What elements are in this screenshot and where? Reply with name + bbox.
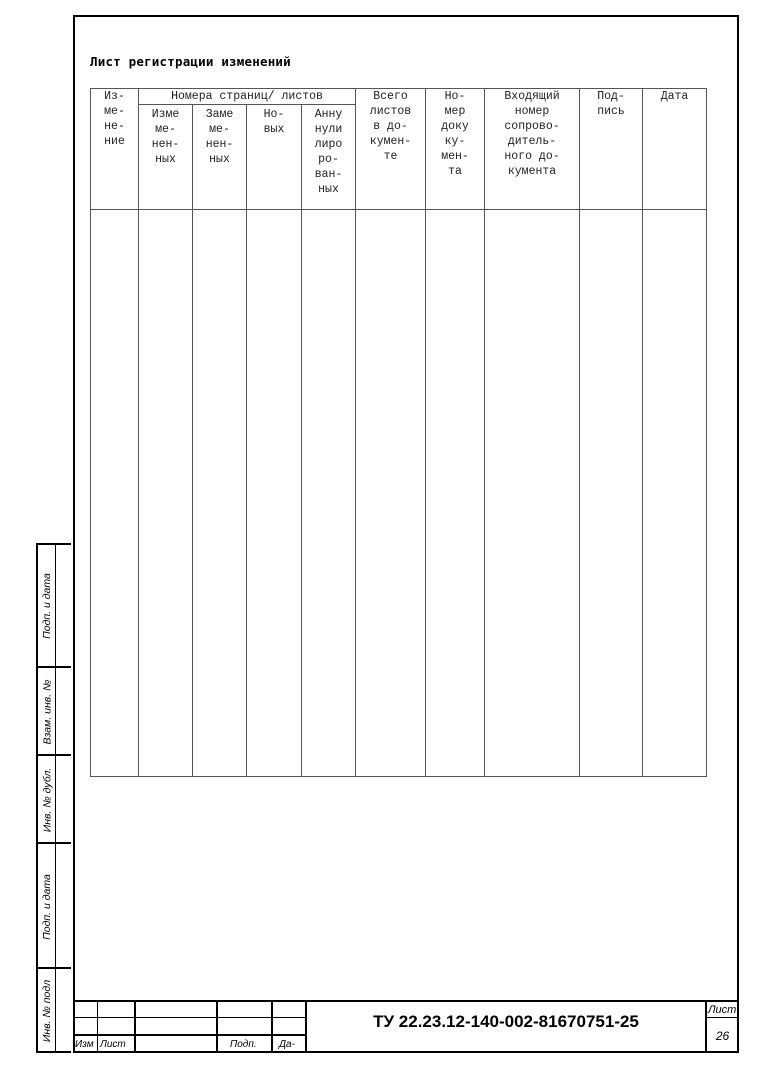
stamp-col-line	[134, 1000, 136, 1053]
stamp-col-line	[271, 1000, 273, 1053]
table-body-row	[91, 210, 707, 777]
header-row-top	[91, 89, 707, 105]
header-cell-incoming-number: Входящий номер сопрово- дитель- ного до- кумента	[485, 89, 580, 210]
header-cell-changed: Изме ме- нен- ных	[139, 105, 193, 210]
header-cell-replaced: Заме ме- нен- ных	[193, 105, 247, 210]
header-cell-signature: Под- пись	[580, 89, 643, 210]
header-cell-total-sheets: Всего листов в до- кумен- те	[356, 89, 426, 210]
sheet-label: Лист	[708, 1004, 737, 1016]
table-cell	[580, 210, 643, 777]
stamp-label-sheet: Лист	[100, 1039, 126, 1050]
stamp-col-line	[216, 1000, 218, 1053]
stamp-sheet-line	[706, 1017, 739, 1018]
page-title: Лист регистрации изменений	[90, 54, 291, 69]
table-cell	[91, 210, 139, 777]
sheet-number: 26	[715, 1029, 730, 1043]
header-cell-page-numbers: Номера страниц/ листов	[139, 89, 356, 105]
table-cell	[643, 210, 707, 777]
table-cell	[356, 210, 426, 777]
stamp-label-signature: Подп.	[230, 1039, 257, 1050]
header-cell-new: Но- вых	[247, 105, 302, 210]
stamp-col-line	[97, 1000, 98, 1053]
table-cell	[247, 210, 302, 777]
header-cell-doc-number: Но- мер доку ку- мен- та	[426, 89, 485, 210]
side-label-replace-inv: Взам. инв. №	[41, 679, 54, 745]
stamp-label-change: Изм	[75, 1039, 94, 1050]
table-cell	[426, 210, 485, 777]
table-cell	[139, 210, 193, 777]
change-registration-table	[90, 88, 707, 777]
header-cell-date: Дата	[643, 89, 707, 210]
side-label-orig-inv: Инв. № подл	[41, 979, 53, 1043]
table-cell	[193, 210, 247, 777]
stamp-label-date: Да-	[279, 1039, 295, 1050]
side-label-dup-inv: Инв. № дубл.	[41, 767, 54, 833]
table-cell	[485, 210, 580, 777]
header-cell-change: Из- ме- не- ние	[91, 89, 139, 210]
side-label-sign-date-1: Подп. и дата	[41, 572, 54, 639]
document-code: ТУ 22.23.12-140-002-81670751-25	[373, 1012, 639, 1031]
table-cell	[302, 210, 356, 777]
side-label-sign-date-2: Подп. и дата	[41, 873, 54, 940]
header-cell-annulled: Анну нули лиро ро- ван- ных	[302, 105, 356, 210]
